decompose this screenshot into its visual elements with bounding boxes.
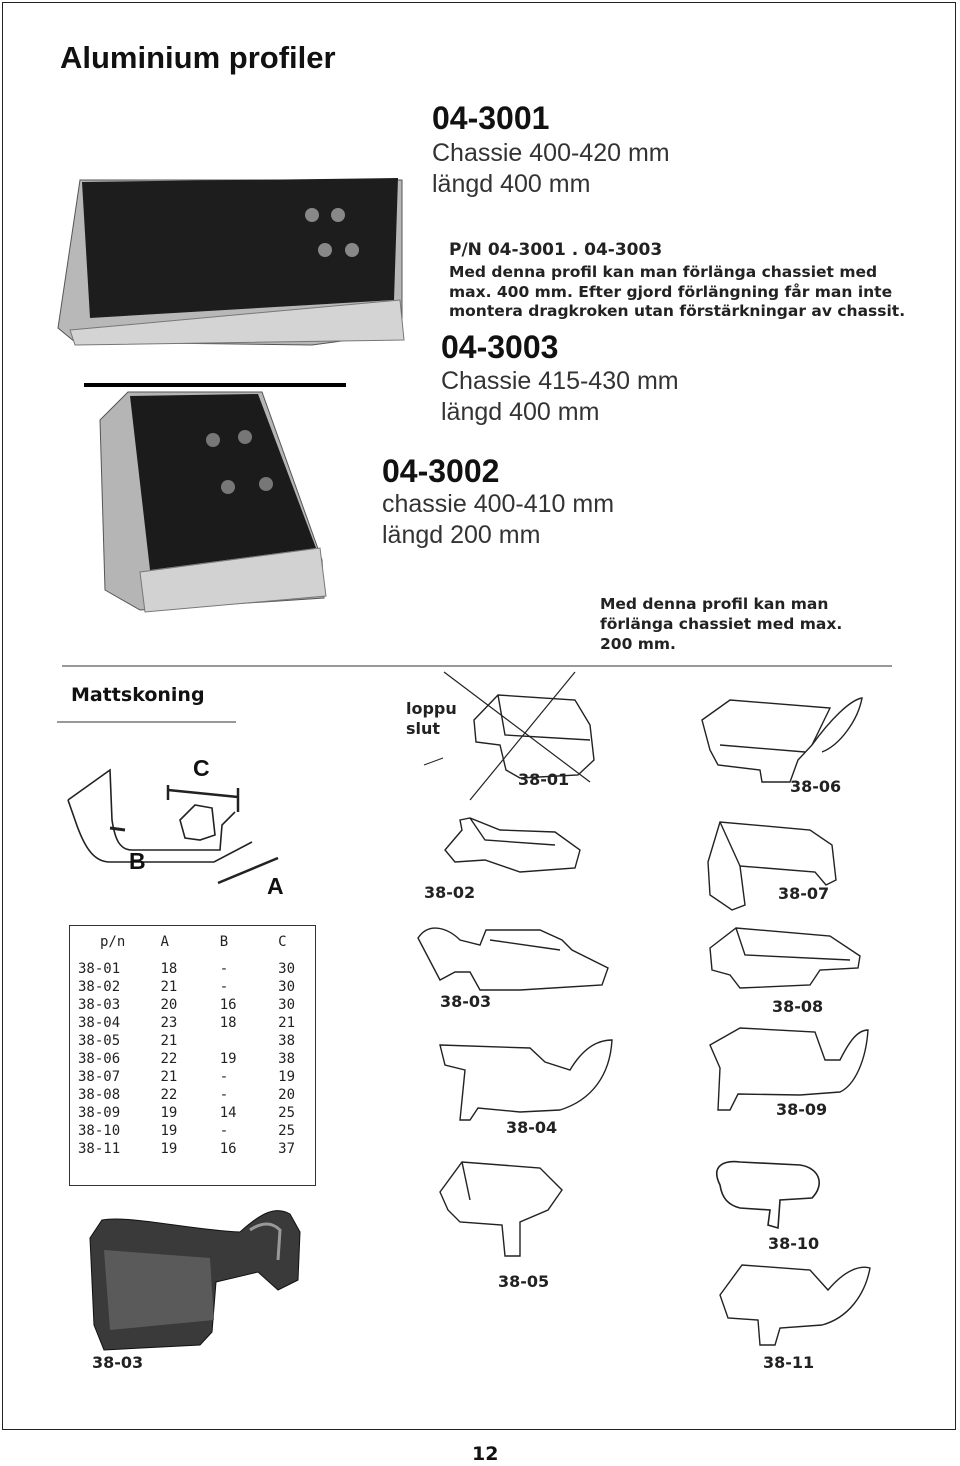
- table-header: p/n: [100, 934, 126, 950]
- table-cell: 38-01: [78, 961, 121, 977]
- table-cell: -: [219, 1087, 229, 1103]
- part-label-38-04: 38-04: [506, 1118, 558, 1137]
- profile-04-3001-image: [58, 178, 404, 345]
- dimension-c-label: C: [193, 755, 210, 781]
- part-label-38-02: 38-02: [424, 883, 476, 902]
- table-cell: 38: [278, 1051, 295, 1067]
- table-cell: 30: [278, 997, 295, 1013]
- table-cell: 16: [219, 997, 237, 1013]
- note2-line2: förlänga chassiet med max.: [600, 615, 843, 633]
- part-label-38-10: 38-10: [768, 1234, 820, 1253]
- table-cell: 21: [160, 1033, 178, 1049]
- table-row: [78, 978, 315, 996]
- product-length-04-3003: längd 400 mm: [441, 398, 600, 426]
- note1-line2: Med denna profil kan man förlänga chassiet med: [449, 263, 878, 281]
- table-cell: 19: [160, 1123, 178, 1139]
- page-number: 12: [472, 1443, 499, 1465]
- table-cell: 38-06: [78, 1051, 121, 1067]
- table-header: C: [278, 934, 287, 950]
- table-row: [78, 1104, 315, 1122]
- note2-line3: 200 mm.: [600, 635, 676, 653]
- part-38-05-image: [440, 1162, 562, 1256]
- table-row: [78, 1140, 315, 1158]
- product-length-04-3002: längd 200 mm: [382, 521, 541, 549]
- table-cell: 21: [160, 1069, 178, 1085]
- table-cell: 38-02: [78, 979, 121, 995]
- table-cell: 38-03: [78, 997, 121, 1013]
- loppu-label: loppu: [406, 699, 457, 718]
- note1-pn: P/N 04-3001 . 04-3003: [449, 240, 663, 260]
- table-cell: 19: [160, 1105, 178, 1121]
- note2-line1: Med denna profil kan man: [600, 595, 829, 613]
- table-cell: 38-11: [78, 1141, 121, 1157]
- table-header-row: [78, 926, 315, 950]
- note1-line4: montera dragkroken utan förstärkningar av chassit.: [449, 302, 906, 320]
- table-cell: 38-04: [78, 1015, 121, 1031]
- table-cell: -: [219, 979, 229, 995]
- product-chassie-04-3001: Chassie 400-420 mm: [432, 139, 670, 167]
- table-row: [78, 1050, 315, 1068]
- part-38-02-image: [445, 818, 580, 872]
- dimension-b-label: B: [129, 848, 146, 874]
- table-cell: 30: [278, 961, 295, 977]
- photo-label-38-03: 38-03: [92, 1353, 144, 1372]
- part-label-38-06: 38-06: [790, 777, 842, 796]
- product-code-04-3003: 04-3003: [441, 329, 559, 365]
- table-row: [78, 960, 315, 978]
- part-38-03-image: [418, 928, 608, 990]
- table-cell: 22: [160, 1051, 178, 1067]
- table-cell: 20: [278, 1087, 295, 1103]
- table-cell: 37: [278, 1141, 295, 1157]
- table-cell: 22: [160, 1087, 178, 1103]
- part-38-04-image: [440, 1040, 612, 1120]
- slut-label: slut: [406, 719, 441, 738]
- product-chassie-04-3002: chassie 400-410 mm: [382, 490, 615, 518]
- table-cell: 16: [219, 1141, 237, 1157]
- table-row: [78, 996, 315, 1014]
- product-chassie-04-3003: Chassie 415-430 mm: [441, 367, 679, 395]
- part-label-38-05: 38-05: [498, 1272, 550, 1291]
- table-cell: -: [219, 961, 229, 977]
- table-cell: 19: [219, 1051, 237, 1067]
- part-38-11-image: [720, 1265, 870, 1345]
- part-38-06-image: [702, 698, 862, 782]
- table-cell: 38-09: [78, 1105, 121, 1121]
- part-label-38-11: 38-11: [763, 1353, 815, 1372]
- part-label-38-09: 38-09: [776, 1100, 828, 1119]
- profile-04-3002-image: [100, 392, 326, 612]
- table-cell: 38-10: [78, 1123, 121, 1139]
- page-title: Aluminium profiler: [60, 40, 336, 75]
- product-code-04-3001: 04-3001: [432, 100, 550, 136]
- table-cell: 30: [278, 979, 295, 995]
- table-cell: -: [219, 1123, 229, 1139]
- product-code-04-3002: 04-3002: [382, 453, 500, 489]
- dimension-table: [69, 925, 316, 1186]
- part-38-08-image: [710, 928, 860, 988]
- table-cell: -: [219, 1069, 229, 1085]
- table-cell: 18: [160, 961, 178, 977]
- table-header: B: [219, 934, 229, 950]
- dimension-drawing: [68, 770, 278, 883]
- table-cell: 25: [278, 1123, 295, 1139]
- part-38-10-image: [717, 1162, 819, 1228]
- section-title: Mattskoning: [71, 684, 205, 706]
- table-cell: 38-05: [78, 1033, 121, 1049]
- part-38-03-photo: [90, 1211, 300, 1350]
- table-row: [78, 1068, 315, 1086]
- table-cell: [220, 1032, 278, 1050]
- table-cell: 25: [278, 1105, 295, 1121]
- table-cell: 38-07: [78, 1069, 121, 1085]
- product-length-04-3001: längd 400 mm: [432, 170, 591, 198]
- table-row: [78, 1014, 315, 1032]
- part-label-38-08: 38-08: [772, 997, 824, 1016]
- table-row: [78, 1086, 315, 1104]
- table-cell: 20: [160, 997, 178, 1013]
- part-38-09-image: [710, 1028, 868, 1110]
- table-cell: 38-08: [78, 1087, 121, 1103]
- part-label-38-01: 38-01: [518, 770, 570, 789]
- table-cell: 19: [160, 1141, 178, 1157]
- table-cell: 38: [278, 1033, 295, 1049]
- dimension-a-label: A: [267, 873, 284, 899]
- note1-line3: max. 400 mm. Efter gjord förlängning får man inte: [449, 283, 893, 301]
- part-label-38-03: 38-03: [440, 992, 492, 1011]
- table-cell: 18: [219, 1015, 237, 1031]
- table-cell: 21: [160, 979, 178, 995]
- table-cell: 21: [278, 1015, 295, 1031]
- table-cell: 14: [219, 1105, 237, 1121]
- table-row: [78, 1032, 315, 1050]
- table-header: A: [160, 934, 169, 950]
- table-row: [78, 1122, 315, 1140]
- table-cell: 19: [278, 1069, 295, 1085]
- part-label-38-07: 38-07: [778, 884, 830, 903]
- table-cell: 23: [160, 1015, 178, 1031]
